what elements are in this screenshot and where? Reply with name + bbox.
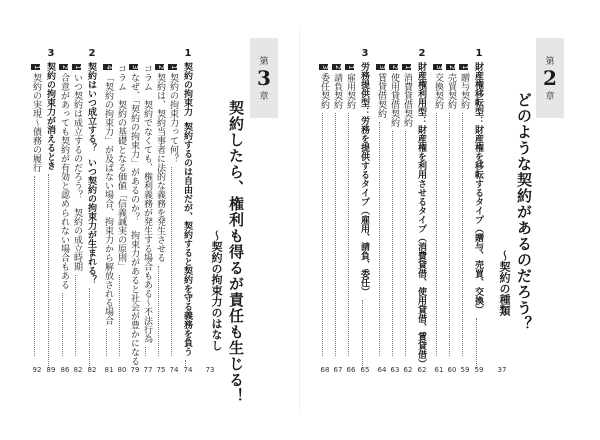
section-page: 89 xyxy=(46,366,56,374)
toc-item[interactable] xyxy=(402,64,411,360)
section-heading-text: 財産権利用型：財産権を利用させるタイプ（消費貸借、使用貸借、賃貸借） xyxy=(416,62,426,368)
section-page: 65 xyxy=(360,366,370,374)
item-page: 61 xyxy=(434,366,444,374)
section-heading-text: 契約はいつ成立する？ xyxy=(86,62,96,152)
leader-dots xyxy=(348,113,351,356)
item-page: 75 xyxy=(156,366,166,374)
chapter-page: 37 xyxy=(497,366,507,374)
leader-dots xyxy=(119,275,122,356)
item-text: 雇用契約 xyxy=(345,73,355,110)
chapter-suffix: 章 xyxy=(259,92,269,102)
item-number-box: 1 xyxy=(170,65,178,70)
item-text: なぜ、「契約の拘束力」があるのか？ 拘束力があると社会が豊かになる xyxy=(129,73,139,366)
toc-section-heading[interactable] xyxy=(182,62,191,372)
toc-section-heading[interactable] xyxy=(86,62,95,372)
item-page: 81 xyxy=(104,366,114,374)
item-number-box: 1 xyxy=(404,65,412,70)
chapter-title: どのような契約があるのだろう？ xyxy=(515,92,533,332)
leader-dots xyxy=(89,288,92,368)
leader-dots xyxy=(436,113,439,356)
item-text: 贈与契約 xyxy=(459,73,469,110)
toc-item[interactable] xyxy=(446,64,455,360)
item-page: 82 xyxy=(73,366,83,374)
chapter-prefix: 第 xyxy=(545,57,555,67)
item-text: 交換契約 xyxy=(433,73,443,110)
item-number-box: 1 xyxy=(33,65,41,70)
chapter-subtitle: 〜契約の種類 xyxy=(498,250,511,316)
chapter-2-badge xyxy=(536,38,564,118)
toc-column-entry[interactable] xyxy=(142,64,151,360)
toc-item[interactable] xyxy=(433,64,442,360)
item-page: 86 xyxy=(60,366,70,374)
section-number: 2 xyxy=(418,48,426,59)
leader-dots xyxy=(75,275,78,356)
section-page: 82 xyxy=(87,366,97,374)
leader-dots xyxy=(392,131,395,356)
leader-dots xyxy=(171,167,174,356)
section-page: 74 xyxy=(183,366,193,374)
section-heading-text: 契約の拘束力 xyxy=(182,62,192,116)
toc-section-heading[interactable] xyxy=(473,62,482,372)
item-text: 契約の実現〜債務の履行 xyxy=(31,73,41,173)
toc-item[interactable] xyxy=(31,64,40,360)
item-text: 売買契約 xyxy=(446,73,456,110)
item-page: 74 xyxy=(169,366,179,374)
section-number: 3 xyxy=(361,48,369,59)
toc-item[interactable] xyxy=(389,64,398,360)
item-number-box: 3 xyxy=(378,65,386,70)
item-text: 請負契約 xyxy=(332,73,342,110)
item-page: 66 xyxy=(346,366,356,374)
item-page: 92 xyxy=(32,366,42,374)
item-number-box: 3 xyxy=(131,65,139,70)
item-number-box: 2 xyxy=(157,65,165,70)
chapter-prefix: 第 xyxy=(259,57,269,67)
toc-item[interactable] xyxy=(459,64,468,360)
item-number-box: 3 xyxy=(321,65,329,70)
toc-item[interactable] xyxy=(345,64,354,360)
item-page: 68 xyxy=(320,366,330,374)
item-text: 賃貸借契約 xyxy=(376,73,386,119)
leader-dots xyxy=(362,300,365,368)
item-page: 79 xyxy=(130,366,140,374)
section-heading-text: 労務提供型：労務を提供するタイプ（雇用、請負、委任） xyxy=(359,62,369,296)
section-heading-text: 財産権移転型：財産権を移転するタイプ（贈与、売買、交換） xyxy=(473,62,483,314)
leader-dots xyxy=(335,113,338,356)
toc-item[interactable] xyxy=(72,64,81,360)
section-heading-text: 契約の拘束力が消えるとき xyxy=(45,62,55,170)
leader-dots xyxy=(379,122,382,356)
toc-section-heading[interactable] xyxy=(416,62,425,372)
section-number: 1 xyxy=(475,48,483,59)
item-page: 64 xyxy=(377,366,387,374)
section-number: 2 xyxy=(88,48,96,59)
item-page: 67 xyxy=(333,366,343,374)
leader-dots xyxy=(62,293,65,356)
item-page: 60 xyxy=(447,366,457,374)
item-number-box: 1 xyxy=(461,65,469,70)
item-number-box: 4 xyxy=(105,65,113,70)
toc-item[interactable] xyxy=(155,64,164,360)
chapter-subtitle: 〜契約の拘束力のはなし xyxy=(210,230,223,351)
toc-item[interactable] xyxy=(103,64,112,360)
leader-dots xyxy=(106,329,109,356)
toc-item[interactable] xyxy=(129,64,139,366)
item-number-box: 2 xyxy=(334,65,342,70)
item-page: 62 xyxy=(403,366,413,374)
chapter-suffix: 章 xyxy=(545,92,555,102)
item-page: 77 xyxy=(143,366,153,374)
item-page: 59 xyxy=(460,366,470,374)
item-number-box: 2 xyxy=(448,65,456,70)
leader-dots xyxy=(34,176,37,356)
section-heading-rest: 契約するのは自由だが、契約すると契約を守る義務を負う xyxy=(182,122,192,356)
item-text: 委任契約 xyxy=(319,73,329,110)
chapter-number: 3 xyxy=(257,66,271,90)
item-text: 契約は、契約当事者に法的な義務を発生させる xyxy=(155,73,165,263)
chapter-title: 契約したら、権利も得るが責任も生じる！ xyxy=(227,100,245,404)
item-page: 63 xyxy=(390,366,400,374)
toc-item[interactable] xyxy=(319,64,328,360)
leader-dots xyxy=(158,266,161,356)
toc-item[interactable] xyxy=(59,64,68,360)
item-text: いつ契約は成立するのだろう？ 契約の成立時期 xyxy=(72,73,82,272)
toc-section-heading[interactable] xyxy=(45,62,54,372)
leader-dots xyxy=(48,174,51,368)
chapter-page: 73 xyxy=(205,366,215,374)
item-number-box: 1 xyxy=(74,65,82,70)
chapter-3-badge xyxy=(250,38,278,118)
toc-column-entry[interactable] xyxy=(116,64,125,360)
item-text: 消費貸借契約 xyxy=(402,73,412,128)
leader-dots xyxy=(462,113,465,356)
leader-dots xyxy=(405,131,408,356)
item-number-box: 2 xyxy=(61,65,69,70)
leader-dots xyxy=(322,113,325,356)
item-number-box: 2 xyxy=(391,65,399,70)
item-text: 契約の拘束力って何？ xyxy=(168,73,178,164)
toc-item[interactable] xyxy=(332,64,341,360)
toc-item[interactable] xyxy=(376,64,385,360)
section-heading-rest: いつ契約の拘束力が生まれる？ xyxy=(86,158,96,284)
item-number-box: 3 xyxy=(435,65,443,70)
item-text: コラム 契約でなくても、権利義務が発生する場合もある〜不法行為 xyxy=(142,64,152,343)
right-page xyxy=(300,0,600,440)
toc-section-heading[interactable] xyxy=(359,62,368,372)
leader-dots xyxy=(145,347,148,356)
section-number: 3 xyxy=(47,48,55,59)
item-text: 「契約の拘束力」が及ばない場合、拘束力から解放される場合 xyxy=(103,73,113,326)
section-page: 59 xyxy=(474,366,484,374)
section-number: 1 xyxy=(184,48,192,59)
chapter-number: 2 xyxy=(543,66,557,90)
item-text: コラム 契約の基礎となる価値「信義誠実の原則」 xyxy=(116,64,126,271)
leader-dots xyxy=(449,113,452,356)
item-text: 使用貸借契約 xyxy=(389,73,399,128)
item-number-box: 1 xyxy=(347,65,355,70)
toc-item[interactable] xyxy=(168,64,177,360)
section-page: 62 xyxy=(417,366,427,374)
item-text: 合意があっても契約が有効と認められない場合もある xyxy=(59,73,69,290)
leader-dots xyxy=(476,318,479,368)
item-page: 80 xyxy=(117,366,127,374)
